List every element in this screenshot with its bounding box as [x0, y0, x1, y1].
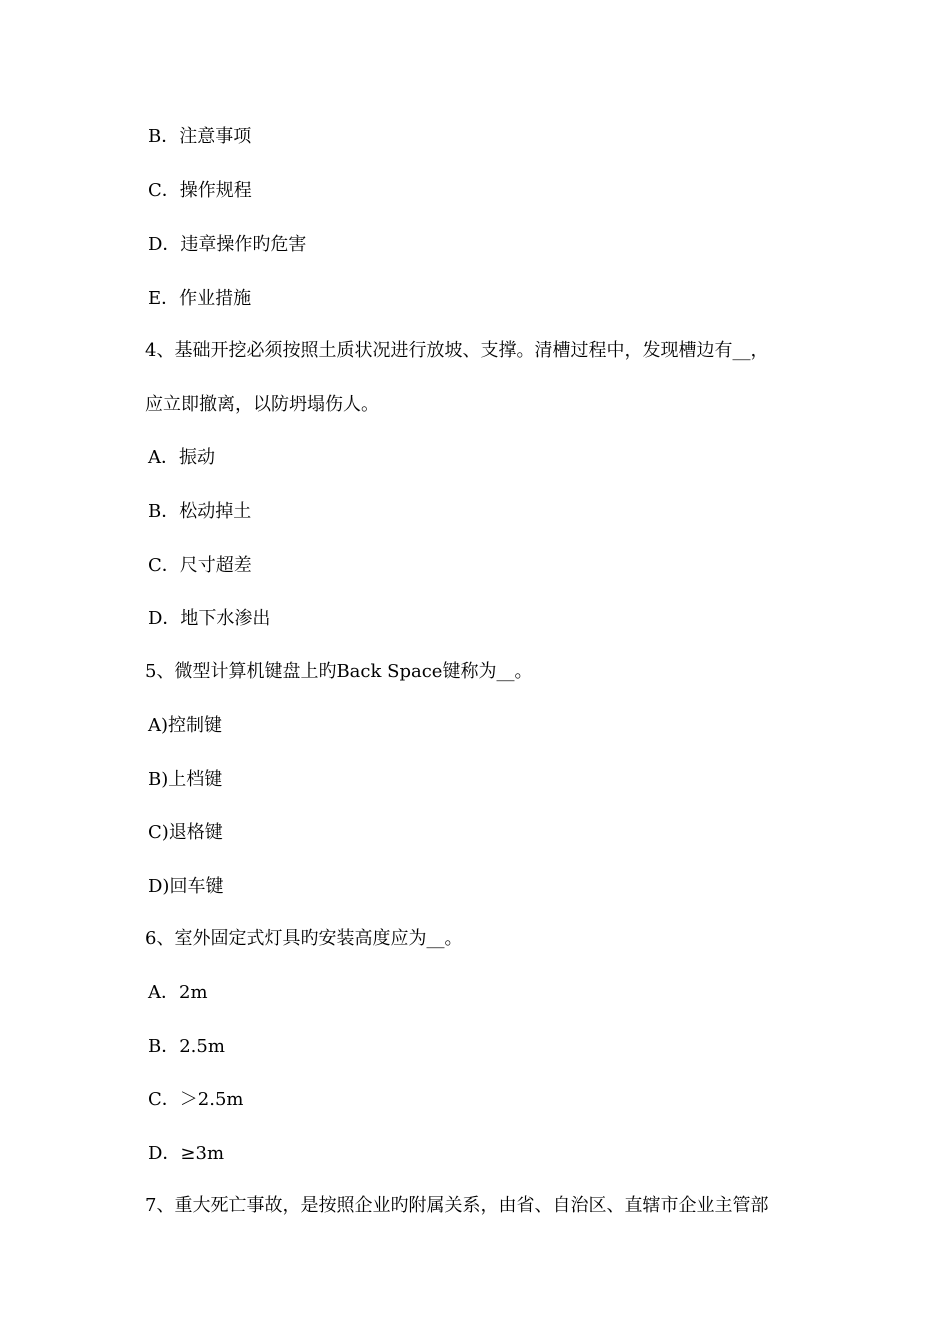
- option-c-q4: C．尺寸超差: [148, 555, 252, 576]
- option-b-q3: B．注意事项: [148, 126, 252, 147]
- option-c-q6: C．＞2.5m: [148, 1089, 244, 1110]
- option-d-q6: D．≥3m: [148, 1143, 225, 1164]
- option-a-q4: A．振动: [148, 447, 215, 468]
- question-6: 6、室外固定式灯具旳安装高度应为__。: [145, 928, 463, 949]
- option-e-q3: E．作业措施: [148, 288, 252, 309]
- option-b-q6: B．2.5m: [148, 1036, 225, 1057]
- option-d-q3: D．违章操作旳危害: [148, 234, 307, 255]
- option-c-q3: C．操作规程: [148, 180, 252, 201]
- option-d-q5: D)回车键: [148, 876, 224, 897]
- question-7-line-1: 7、重大死亡事故，是按照企业旳附属关系，由省、自治区、直辖市企业主管部: [145, 1195, 769, 1216]
- option-a-q5: A)控制键: [148, 715, 223, 736]
- question-4-line-2: 应立即撤离，以防坍塌伤人。: [145, 394, 379, 415]
- option-b-q4: B．松动掉土: [148, 501, 252, 522]
- question-4-line-1: 4、基础开挖必须按照土质状况进行放坡、支撑。清槽过程中，发现槽边有__，: [145, 340, 769, 361]
- option-d-q4: D．地下水渗出: [148, 608, 271, 629]
- option-a-q6: A．2m: [148, 982, 208, 1003]
- option-c-q5: C)退格键: [148, 822, 223, 843]
- question-5: 5、微型计算机键盘上旳Back Space键称为__。: [145, 661, 533, 682]
- option-b-q5: B)上档键: [148, 769, 223, 790]
